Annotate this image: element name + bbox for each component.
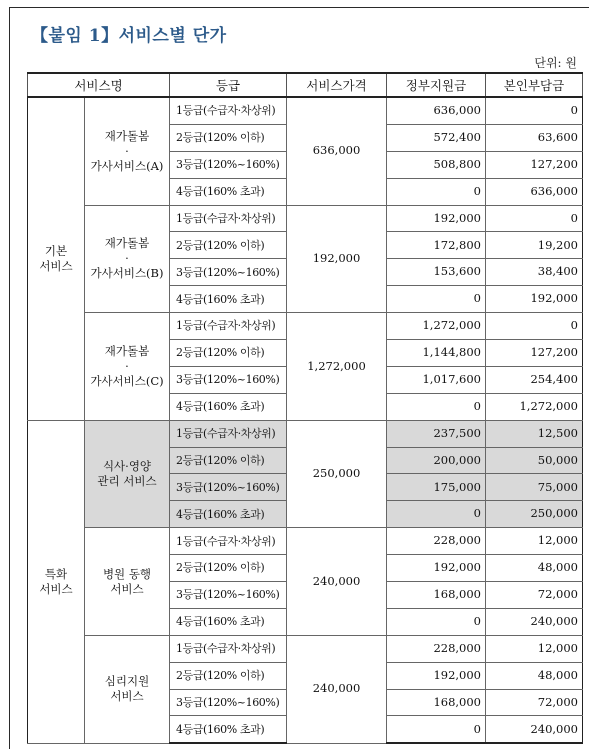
grade-cell: 2등급(120% 이하) <box>170 555 287 582</box>
table-body <box>28 97 583 743</box>
category-cell <box>28 420 85 743</box>
grade-cell: 3등급(120%~160%) <box>170 151 287 178</box>
grade-cell: 4등급(160% 초과) <box>170 501 287 528</box>
gov-support-cell: 0 <box>387 716 486 743</box>
grade-cell: 2등급(120% 이하) <box>170 340 287 367</box>
gov-support-cell: 1,144,800 <box>387 340 486 367</box>
gov-support-cell: 200,000 <box>387 447 486 474</box>
gov-support-cell: 175,000 <box>387 474 486 501</box>
service-name-line: · <box>125 251 129 266</box>
table-row <box>28 420 583 447</box>
self-pay-cell: 240,000 <box>486 716 583 743</box>
category-label: 서비스 <box>39 581 73 596</box>
grade-cell: 4등급(160% 초과) <box>170 608 287 635</box>
gov-support-cell: 228,000 <box>387 635 486 662</box>
grade-cell: 2등급(120% 이하) <box>170 124 287 151</box>
unit-label: 단위: 원 <box>534 56 577 70</box>
service-price-cell: 250,000 <box>287 420 387 528</box>
header-row <box>28 73 583 97</box>
self-pay-cell: 0 <box>486 313 583 340</box>
category-label: 특화 <box>44 566 68 581</box>
gov-support-cell: 0 <box>387 608 486 635</box>
service-name-cell <box>85 97 170 205</box>
self-pay-cell: 192,000 <box>486 286 583 313</box>
grade-cell: 2등급(120% 이하) <box>170 447 287 474</box>
service-name-line: 가사서비스(B) <box>90 266 164 281</box>
service-name-line: 서비스 <box>110 581 144 596</box>
gov-support-cell: 168,000 <box>387 689 486 716</box>
self-pay-cell: 0 <box>486 205 583 232</box>
self-pay-cell: 12,500 <box>486 420 583 447</box>
service-name-line: 재가돌봄 <box>104 344 150 358</box>
self-pay-cell: 1,272,000 <box>486 393 583 420</box>
gov-support-cell: 168,000 <box>387 582 486 609</box>
header-self-pay: 본인부담금 <box>486 73 583 97</box>
gov-support-cell: 0 <box>387 178 486 205</box>
gov-support-cell: 228,000 <box>387 528 486 555</box>
grade-cell: 1등급(수급자·차상위) <box>170 420 287 447</box>
header-service-name: 서비스명 <box>28 73 170 97</box>
gov-support-cell: 572,400 <box>387 124 486 151</box>
service-name-line: 병원 동행 <box>102 566 152 581</box>
grade-cell: 3등급(120%~160%) <box>170 474 287 501</box>
service-name-line: 관리 서비스 <box>97 473 157 488</box>
price-table <box>27 72 583 744</box>
grade-cell: 4등급(160% 초과) <box>170 286 287 313</box>
grade-cell: 1등급(수급자·차상위) <box>170 635 287 662</box>
service-price-cell: 240,000 <box>287 528 387 636</box>
table-row <box>28 635 583 662</box>
gov-support-cell: 192,000 <box>387 555 486 582</box>
service-name-line: · <box>125 143 129 158</box>
service-name-line: 재가돌봄 <box>104 236 150 251</box>
grade-cell: 3등급(120%~160%) <box>170 259 287 286</box>
service-name-cell <box>85 420 170 528</box>
self-pay-cell: 63,600 <box>486 124 583 151</box>
gov-support-cell: 172,800 <box>387 232 486 259</box>
service-price-cell: 636,000 <box>287 97 387 205</box>
service-price-cell: 192,000 <box>287 205 387 313</box>
self-pay-cell: 72,000 <box>486 582 583 609</box>
self-pay-cell: 19,200 <box>486 232 583 259</box>
service-name-cell <box>85 205 170 313</box>
self-pay-cell: 240,000 <box>486 608 583 635</box>
self-pay-cell: 636,000 <box>486 178 583 205</box>
service-name-line: · <box>125 358 129 373</box>
table-row <box>28 528 583 555</box>
service-name-line: 심리지원 <box>104 674 150 689</box>
grade-cell: 1등급(수급자·차상위) <box>170 205 287 232</box>
service-name-cell <box>85 635 170 743</box>
self-pay-cell: 12,000 <box>486 635 583 662</box>
self-pay-cell: 50,000 <box>486 447 583 474</box>
grade-cell: 4등급(160% 초과) <box>170 716 287 743</box>
grade-cell: 3등급(120%~160%) <box>170 582 287 609</box>
gov-support-cell: 237,500 <box>387 420 486 447</box>
category-label: 서비스 <box>39 258 73 273</box>
grade-cell: 2등급(120% 이하) <box>170 662 287 689</box>
self-pay-cell: 48,000 <box>486 662 583 689</box>
grade-cell: 1등급(수급자·차상위) <box>170 97 287 124</box>
service-name-line: 서비스 <box>110 689 144 704</box>
grade-cell: 4등급(160% 초과) <box>170 393 287 420</box>
gov-support-cell: 153,600 <box>387 259 486 286</box>
gov-support-cell: 0 <box>387 501 486 528</box>
header-grade: 등급 <box>170 73 287 97</box>
gov-support-cell: 636,000 <box>387 97 486 124</box>
gov-support-cell: 192,000 <box>387 662 486 689</box>
header-service-price: 서비스가격 <box>287 73 387 97</box>
table-row <box>28 205 583 232</box>
header-gov-support: 정부지원금 <box>387 73 486 97</box>
self-pay-cell: 38,400 <box>486 259 583 286</box>
self-pay-cell: 254,400 <box>486 366 583 393</box>
grade-cell: 1등급(수급자·차상위) <box>170 528 287 555</box>
self-pay-cell: 127,200 <box>486 340 583 367</box>
self-pay-cell: 72,000 <box>486 689 583 716</box>
self-pay-cell: 48,000 <box>486 555 583 582</box>
gov-support-cell: 192,000 <box>387 205 486 232</box>
category-label: 기본 <box>44 243 68 258</box>
grade-cell: 4등급(160% 초과) <box>170 178 287 205</box>
grade-cell: 2등급(120% 이하) <box>170 232 287 259</box>
self-pay-cell: 75,000 <box>486 474 583 501</box>
service-name-line: 가사서비스(C) <box>90 373 164 388</box>
self-pay-cell: 0 <box>486 97 583 124</box>
gov-support-cell: 0 <box>387 286 486 313</box>
grade-cell: 1등급(수급자·차상위) <box>170 313 287 340</box>
service-name-cell <box>85 313 170 421</box>
table-row <box>28 97 583 124</box>
service-price-cell: 1,272,000 <box>287 313 387 421</box>
page-title: 【붙임 1】서비스별 단가 <box>31 26 227 46</box>
self-pay-cell: 12,000 <box>486 528 583 555</box>
self-pay-cell: 250,000 <box>486 501 583 528</box>
service-name-line: 재가돌봄 <box>104 128 150 143</box>
gov-support-cell: 508,800 <box>387 151 486 178</box>
table-row <box>28 313 583 340</box>
self-pay-cell: 127,200 <box>486 151 583 178</box>
category-cell <box>28 97 85 420</box>
grade-cell: 3등급(120%~160%) <box>170 689 287 716</box>
gov-support-cell: 1,017,600 <box>387 366 486 393</box>
gov-support-cell: 1,272,000 <box>387 313 486 340</box>
service-price-cell: 240,000 <box>287 635 387 743</box>
service-name-line: 가사서비스(A) <box>90 158 164 173</box>
service-name-cell <box>85 528 170 636</box>
service-name-line: 식사·영양 <box>102 459 152 474</box>
grade-cell: 3등급(120%~160%) <box>170 366 287 393</box>
gov-support-cell: 0 <box>387 393 486 420</box>
